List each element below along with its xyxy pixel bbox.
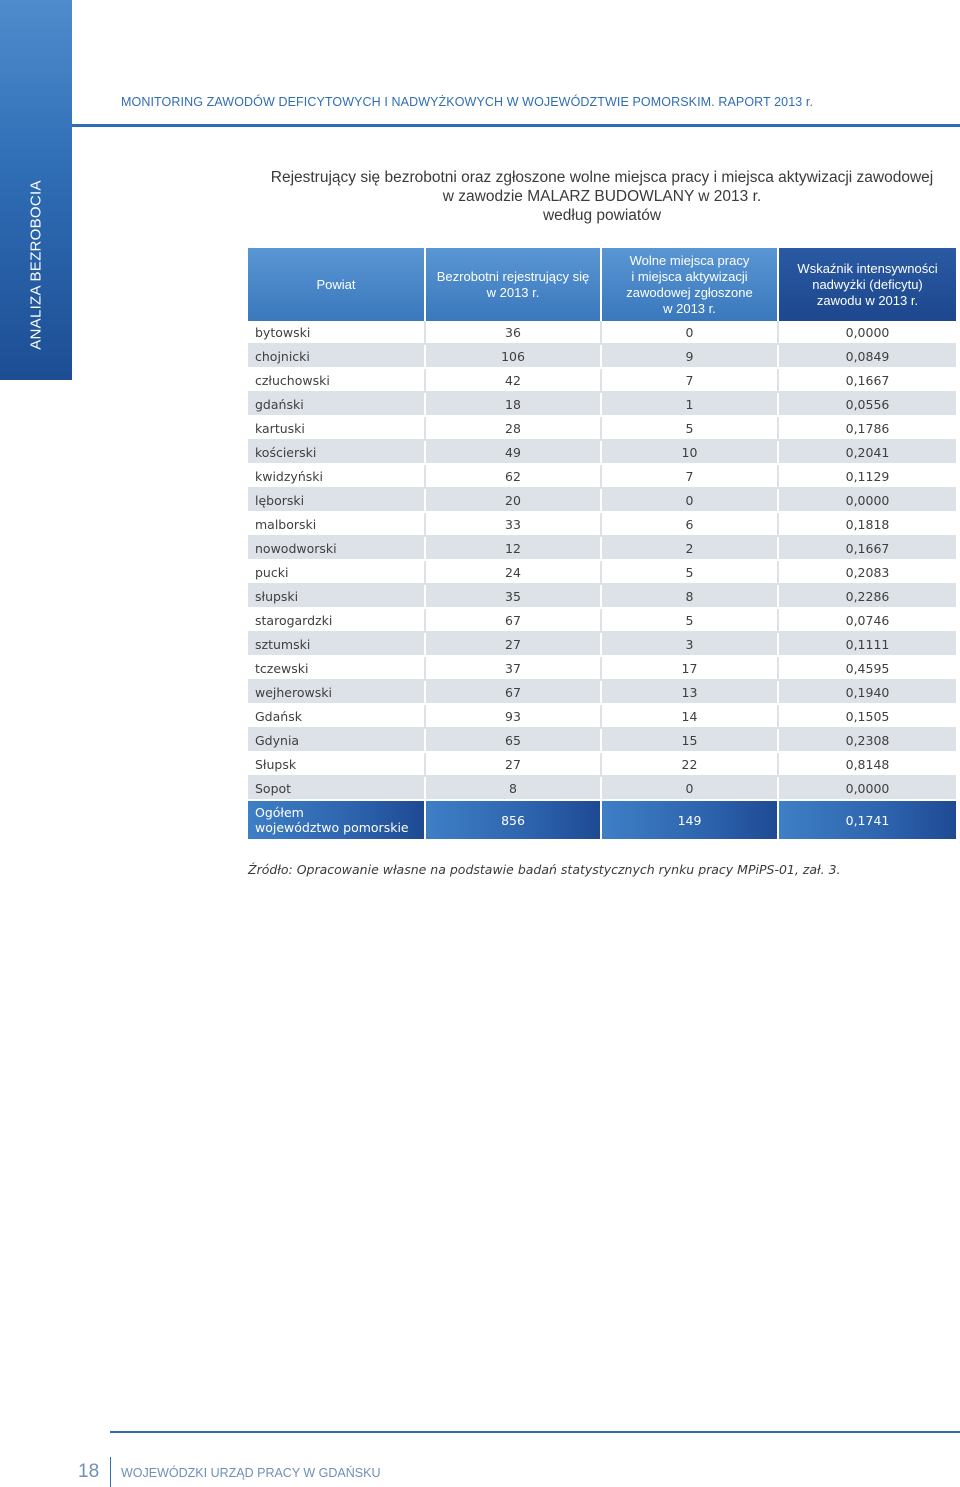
cell-wolne-miejsca: 6 (601, 512, 778, 536)
table-title (248, 168, 956, 225)
cell-bezrobotni: 67 (425, 608, 601, 632)
header-wskaznik (778, 248, 956, 321)
cell-wolne-miejsca: 17 (601, 656, 778, 680)
table-row (248, 416, 956, 440)
header-line: i miejsca aktywizacji (631, 268, 748, 284)
source-note: Źródło: Opracowanie własne na podstawie badań statystycznych rynku pracy MPiPS-01, zał. 3. (248, 862, 841, 877)
table-row (248, 752, 956, 776)
header-line: zawodowej zgłoszone (626, 284, 753, 300)
cell-wskaznik: 0,0849 (778, 344, 956, 368)
cell-bezrobotni: 28 (425, 416, 601, 440)
cell-bezrobotni: 24 (425, 560, 601, 584)
unemployment-table (248, 248, 956, 839)
cell-wolne-miejsca: 5 (601, 416, 778, 440)
cell-wolne-miejsca: 7 (601, 464, 778, 488)
cell-wolne-miejsca: 5 (601, 560, 778, 584)
cell-bezrobotni: 36 (425, 321, 601, 344)
cell-bezrobotni: 8 (425, 776, 601, 800)
cell-wolne-miejsca: 3 (601, 632, 778, 656)
cell-wolne-miejsca: 13 (601, 680, 778, 704)
cell-wskaznik: 0,0000 (778, 321, 956, 344)
cell-bezrobotni: 20 (425, 488, 601, 512)
table-row (248, 728, 956, 752)
cell-wskaznik: 0,1667 (778, 536, 956, 560)
total-label (248, 800, 425, 839)
table-row (248, 704, 956, 728)
header-rule (72, 124, 960, 127)
cell-wolne-miejsca: 22 (601, 752, 778, 776)
cell-powiat: słupski (248, 584, 425, 608)
total-cell-wolne-miejsca: 149 (601, 800, 778, 839)
table-row (248, 608, 956, 632)
cell-bezrobotni: 18 (425, 392, 601, 416)
table-title-line-3: według powiatów (542, 207, 662, 224)
table-body (248, 321, 956, 839)
cell-powiat: pucki (248, 560, 425, 584)
total-cell-bezrobotni: 856 (425, 800, 601, 839)
cell-wskaznik: 0,0556 (778, 392, 956, 416)
cell-powiat: sztumski (248, 632, 425, 656)
cell-wolne-miejsca: 8 (601, 584, 778, 608)
cell-bezrobotni: 93 (425, 704, 601, 728)
cell-bezrobotni: 33 (425, 512, 601, 536)
cell-wolne-miejsca: 5 (601, 608, 778, 632)
cell-powiat: człuchowski (248, 368, 425, 392)
cell-wskaznik: 0,2083 (778, 560, 956, 584)
table-row (248, 464, 956, 488)
cell-powiat: kartuski (248, 416, 425, 440)
total-cell-wskaznik: 0,1741 (778, 800, 956, 839)
cell-wskaznik: 0,1129 (778, 464, 956, 488)
cell-powiat: starogardzki (248, 608, 425, 632)
cell-wolne-miejsca: 2 (601, 536, 778, 560)
cell-wolne-miejsca: 0 (601, 488, 778, 512)
cell-powiat: bytowski (248, 321, 425, 344)
table-row (248, 488, 956, 512)
cell-wolne-miejsca: 0 (601, 776, 778, 800)
header-line: Powiat (316, 276, 356, 292)
cell-wolne-miejsca: 7 (601, 368, 778, 392)
cell-bezrobotni: 65 (425, 728, 601, 752)
cell-wskaznik: 0,2286 (778, 584, 956, 608)
cell-powiat: wejherowski (248, 680, 425, 704)
footer-separator (110, 1457, 111, 1487)
cell-bezrobotni: 42 (425, 368, 601, 392)
header-line: zawodu w 2013 r. (816, 292, 919, 308)
header-powiat (248, 248, 425, 321)
table-row (248, 344, 956, 368)
cell-wolne-miejsca: 15 (601, 728, 778, 752)
cell-bezrobotni: 49 (425, 440, 601, 464)
cell-bezrobotni: 27 (425, 632, 601, 656)
cell-wolne-miejsca: 10 (601, 440, 778, 464)
cell-wskaznik: 0,1111 (778, 632, 956, 656)
cell-powiat: Sopot (248, 776, 425, 800)
cell-wskaznik: 0,1505 (778, 704, 956, 728)
page-number: 18 (78, 1461, 100, 1482)
cell-powiat: Gdynia (248, 728, 425, 752)
cell-bezrobotni: 37 (425, 656, 601, 680)
table-row (248, 656, 956, 680)
running-header: MONITORING ZAWODÓW DEFICYTOWYCH I NADWYŻKOWYCH W WOJEWÓDZTWIE POMORSKIM. RAPORT 2013 r. (121, 95, 814, 109)
table-row (248, 440, 956, 464)
cell-bezrobotni: 35 (425, 584, 601, 608)
cell-wskaznik: 0,2308 (778, 728, 956, 752)
cell-powiat: gdański (248, 392, 425, 416)
table-title-line-1: Rejestrujący się bezrobotni oraz zgłoszone wolne miejsca pracy i miejsca aktywizacji zawodowej (270, 169, 934, 186)
cell-bezrobotni: 62 (425, 464, 601, 488)
header-line: w 2013 r. (486, 284, 540, 300)
cell-wolne-miejsca: 0 (601, 321, 778, 344)
header-bezrobotni (425, 248, 601, 321)
table-total-row (248, 800, 956, 839)
header-line: Wolne miejsca pracy (629, 252, 750, 268)
cell-wskaznik: 0,1667 (778, 368, 956, 392)
table-row (248, 632, 956, 656)
cell-wskaznik: 0,1786 (778, 416, 956, 440)
table-header-row (248, 248, 956, 321)
table-row (248, 680, 956, 704)
cell-wskaznik: 0,8148 (778, 752, 956, 776)
cell-bezrobotni: 67 (425, 680, 601, 704)
footer-rule (110, 1431, 960, 1433)
table-row (248, 584, 956, 608)
cell-wskaznik: 0,1818 (778, 512, 956, 536)
table-row (248, 560, 956, 584)
header-wolne-miejsca (601, 248, 778, 321)
cell-wolne-miejsca: 14 (601, 704, 778, 728)
table-row (248, 368, 956, 392)
cell-powiat: kościerski (248, 440, 425, 464)
cell-wolne-miejsca: 9 (601, 344, 778, 368)
cell-wskaznik: 0,1940 (778, 680, 956, 704)
cell-bezrobotni: 106 (425, 344, 601, 368)
total-label-line: województwo pomorskie (255, 820, 409, 835)
table-row (248, 392, 956, 416)
cell-wskaznik: 0,0000 (778, 776, 956, 800)
table-title-line-2: w zawodzie MALARZ BUDOWLANY w 2013 r. (442, 188, 762, 205)
cell-wskaznik: 0,0000 (778, 488, 956, 512)
header-line: Bezrobotni rejestrujący się (436, 268, 590, 284)
cell-wskaznik: 0,4595 (778, 656, 956, 680)
cell-wskaznik: 0,0746 (778, 608, 956, 632)
cell-bezrobotni: 12 (425, 536, 601, 560)
cell-wolne-miejsca: 1 (601, 392, 778, 416)
cell-powiat: Gdańsk (248, 704, 425, 728)
cell-powiat: kwidzyński (248, 464, 425, 488)
footer-text: WOJEWÓDZKI URZĄD PRACY W GDAŃSKU (121, 1466, 381, 1480)
table-row (248, 776, 956, 800)
cell-powiat: nowodworski (248, 536, 425, 560)
cell-powiat: Słupsk (248, 752, 425, 776)
table-row (248, 512, 956, 536)
header-line: w 2013 r. (663, 300, 716, 316)
cell-powiat: chojnicki (248, 344, 425, 368)
side-tab-label: ANALIZA BEZROBOCIA (27, 180, 45, 350)
cell-powiat: malborski (248, 512, 425, 536)
cell-powiat: lęborski (248, 488, 425, 512)
cell-bezrobotni: 27 (425, 752, 601, 776)
table-row (248, 321, 956, 344)
header-line: Wskaźnik intensywności (797, 260, 938, 276)
total-label-line: Ogółem (255, 805, 304, 820)
table-row (248, 536, 956, 560)
cell-powiat: tczewski (248, 656, 425, 680)
header-line: nadwyżki (deficytu) (812, 276, 923, 292)
cell-wskaznik: 0,2041 (778, 440, 956, 464)
side-tab (0, 0, 72, 380)
